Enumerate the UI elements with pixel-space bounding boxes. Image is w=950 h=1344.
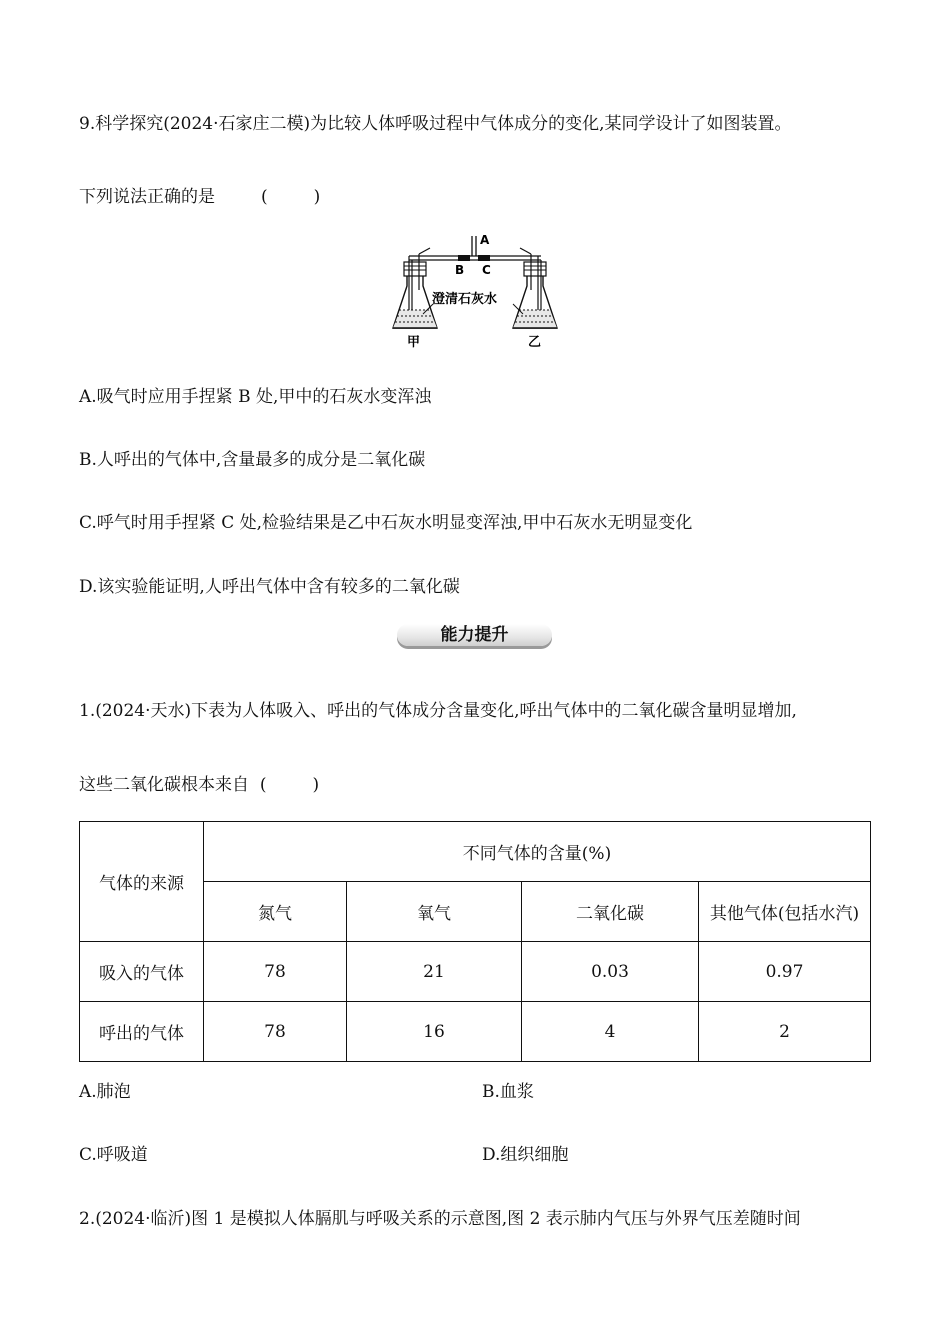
table-row <box>80 1002 871 1062</box>
answer-paren-left: ( <box>261 187 268 207</box>
table-cell: 0.03 <box>522 942 699 1002</box>
label-limewater: 澄清石灰水 <box>432 292 498 307</box>
table-cell: 21 <box>347 942 522 1002</box>
gas-composition-table <box>79 821 871 1062</box>
q1-option-d: D.组织细胞 <box>482 1145 569 1165</box>
q9-option-b: B.人呼出的气体中,含量最多的成分是二氧化碳 <box>79 450 426 470</box>
q2-stem-line1: 2.(2024·临沂)图 1 是模拟人体膈肌与呼吸关系的示意图,图 2 表示肺内气压与外界气压差随时间 <box>79 1209 801 1229</box>
table-row-label: 吸入的气体 <box>80 942 204 1002</box>
label-a: A <box>480 233 490 247</box>
table-cell: 2 <box>699 1002 871 1062</box>
answer-paren-left: ( <box>259 775 267 795</box>
section-title: 能力提升 <box>440 625 509 645</box>
label-yi: 乙 <box>528 335 542 350</box>
q9-stem-line1: 9.科学探究(2024·石家庄二模)为比较人体呼吸过程中气体成分的变化,某同学设计了如图装置。 <box>79 114 792 134</box>
table-cell: 0.97 <box>699 942 871 1002</box>
table-cell: 16 <box>347 1002 522 1062</box>
q9-option-a: A.吸气时应用手捏紧 B 处,甲中的石灰水变浑浊 <box>79 387 432 407</box>
answer-paren-right: ) <box>313 187 321 207</box>
table-row-label: 呼出的气体 <box>80 1002 204 1062</box>
table-col-oxygen: 氧气 <box>347 882 522 942</box>
table-header-row <box>80 822 871 882</box>
table-header-group: 不同气体的含量(%) <box>204 822 871 882</box>
breathing-apparatus-figure <box>385 228 565 353</box>
answer-paren-right: ) <box>312 775 320 795</box>
table-col-co2: 二氧化碳 <box>522 882 699 942</box>
label-b: B <box>455 263 465 277</box>
q9-option-d: D.该实验能证明,人呼出气体中含有较多的二氧化碳 <box>79 577 460 597</box>
table-col-other: 其他气体(包括水汽) <box>699 882 871 942</box>
q1-stem-line1: 1.(2024·天水)下表为人体吸入、呼出的气体成分含量变化,呼出气体中的二氧化碳含量明显增加, <box>79 701 797 721</box>
q1-option-b: B.血浆 <box>482 1082 534 1102</box>
clamp-b-mark <box>458 255 470 261</box>
clamp-c-mark <box>478 255 490 261</box>
q9-option-c: C.呼气时用手捏紧 C 处,检验结果是乙中石灰水明显变浑浊,甲中石灰水无明显变化 <box>79 513 693 533</box>
label-jia: 甲 <box>407 335 421 350</box>
q1-option-a: A.肺泡 <box>79 1082 131 1102</box>
table-header-source: 气体的来源 <box>80 822 204 942</box>
table-col-nitrogen: 氮气 <box>204 882 347 942</box>
q1-stem-text: 这些二氧化碳根本来自 <box>79 775 249 795</box>
q1-stem-line2 <box>79 773 319 797</box>
q9-stem-line2 <box>79 185 320 209</box>
table-cell: 78 <box>204 1002 347 1062</box>
q9-stem-text: 下列说法正确的是 <box>79 187 215 207</box>
table-cell: 4 <box>522 1002 699 1062</box>
q1-option-c: C.呼吸道 <box>79 1145 148 1165</box>
table-row <box>80 942 871 1002</box>
section-badge <box>397 624 552 649</box>
table-cell: 78 <box>204 942 347 1002</box>
label-c: C <box>482 263 491 277</box>
